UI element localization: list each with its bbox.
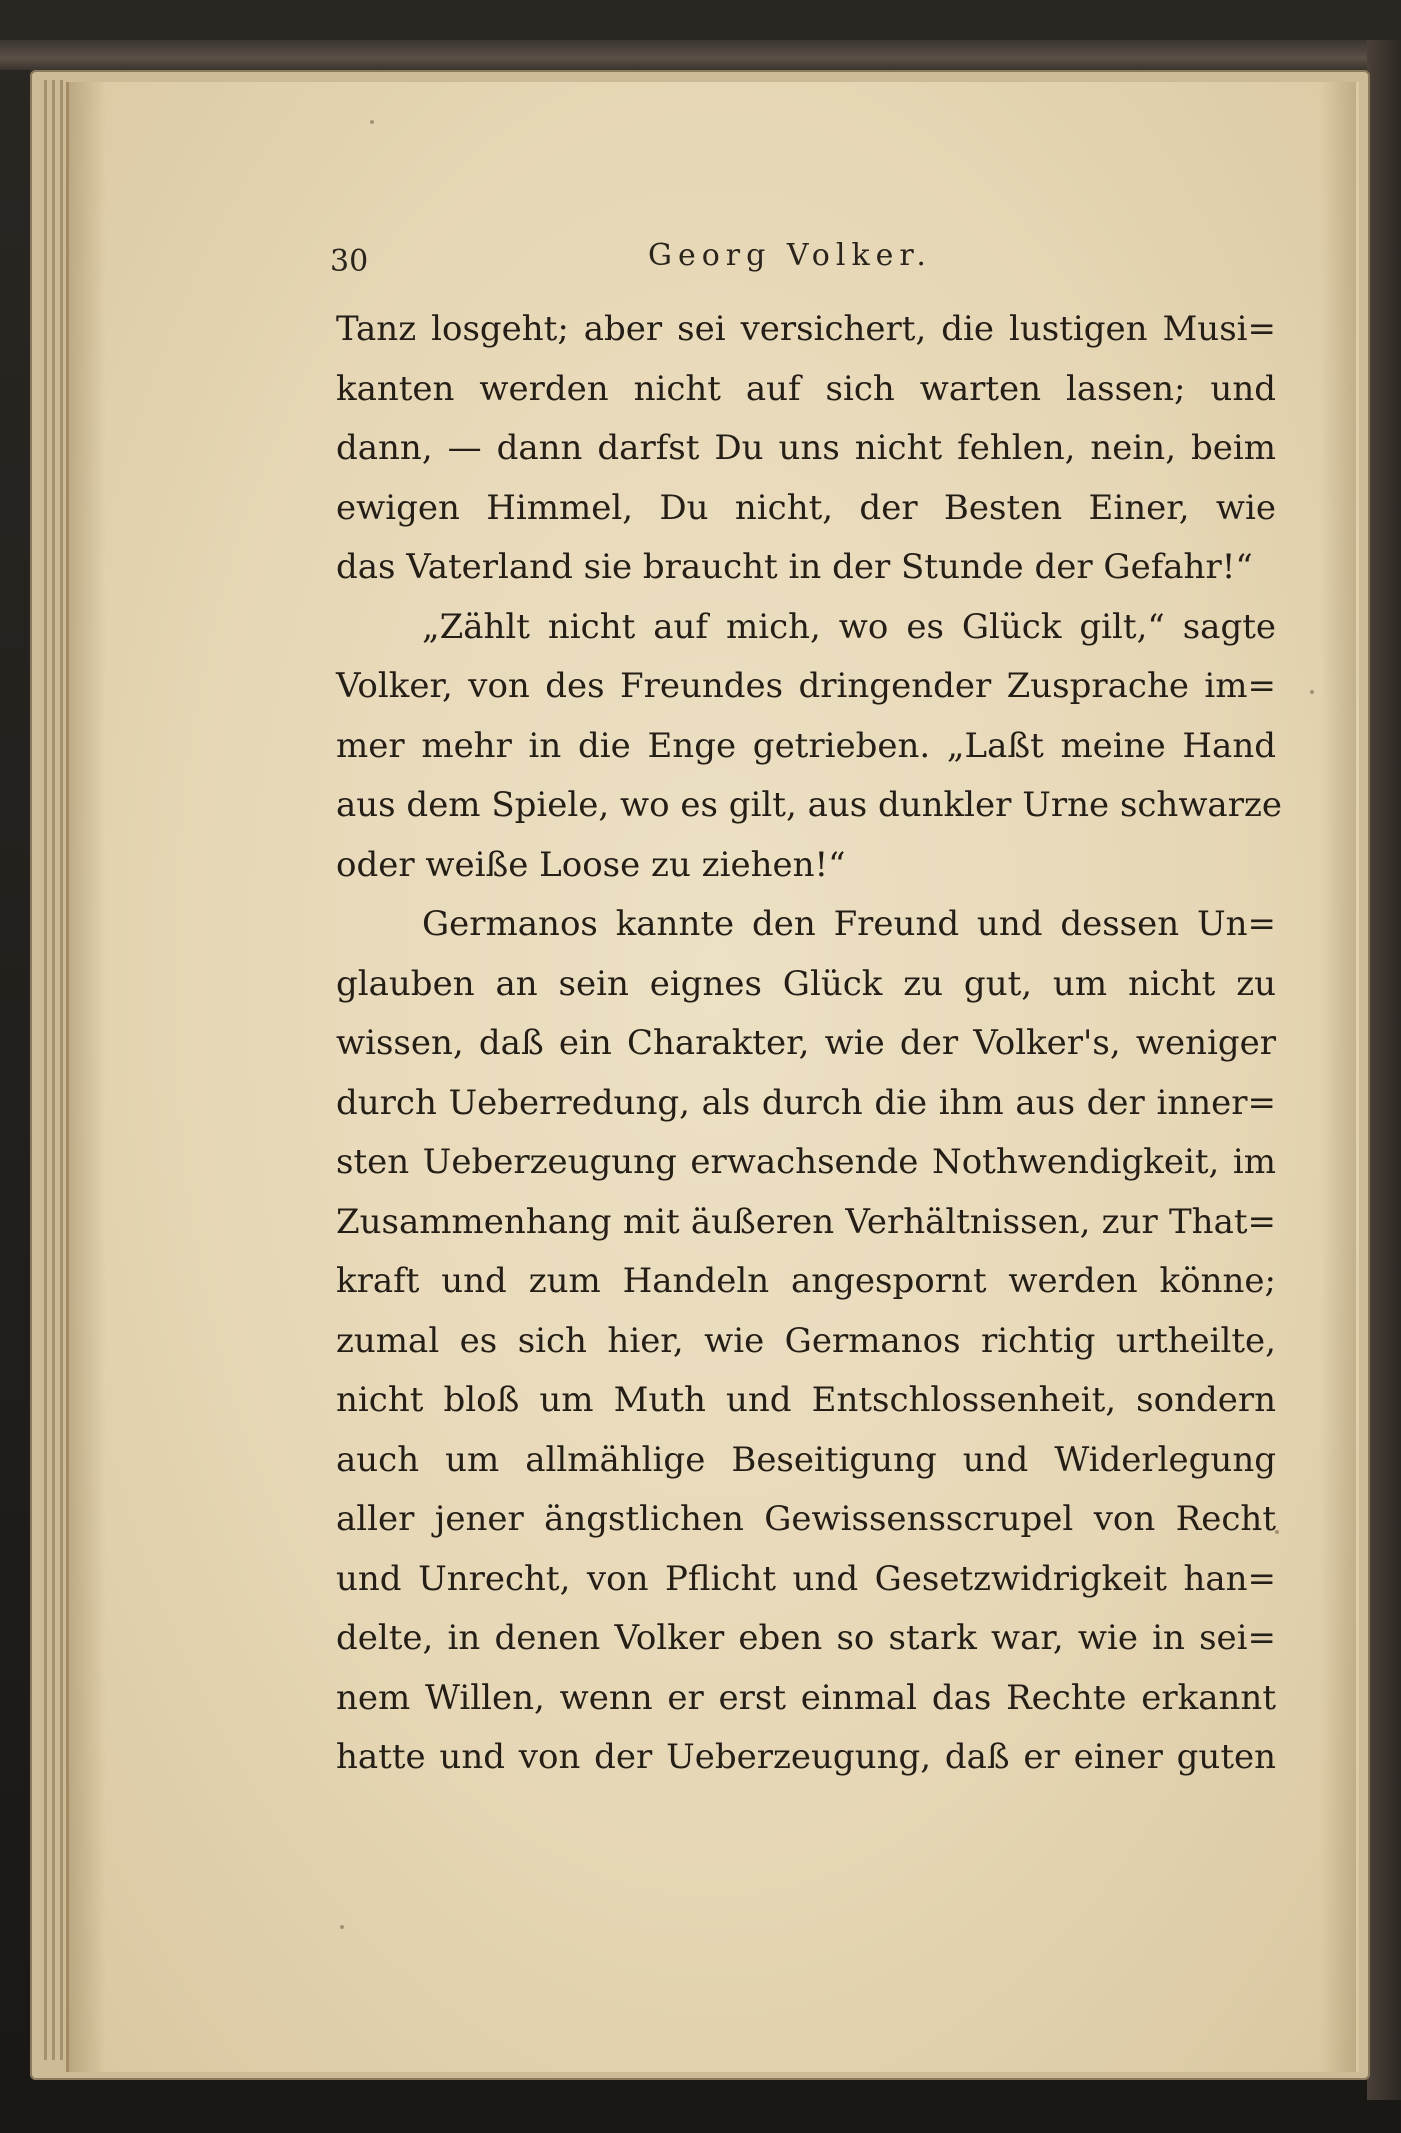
text-line: aus dem Spiele, wo es gilt, aus dunkler Urne schwarze	[336, 785, 1282, 825]
text-line: glauben an sein eignes Glück zu gut, um nicht zu	[336, 963, 1276, 1004]
text-line: delte, in denen Volker eben so stark war, wie in sei=	[336, 1618, 1276, 1658]
running-header: Georg Volker.	[648, 238, 932, 273]
page-stack-edge	[44, 80, 47, 2060]
paper-speck	[1310, 690, 1314, 694]
page-stack-edge	[60, 80, 63, 2060]
page-stack-edge	[52, 80, 55, 2060]
page-number: 30	[330, 244, 369, 279]
text-line: dann, — dann darfst Du uns nicht fehlen, nein, beim	[336, 428, 1276, 468]
text-line: hatte und von der Ueberzeugung, daß er einer guten	[336, 1737, 1276, 1777]
paper-speck	[370, 120, 374, 124]
text-line: nicht bloß um Muth und Entschlossenheit, sondern	[336, 1380, 1276, 1420]
text-line: Volker, von des Freundes dringender Zusprache im=	[336, 666, 1276, 706]
text-line: auch um allmählige Beseitigung und Widerlegung	[336, 1439, 1276, 1480]
text-line: Germanos kannte den Freund und dessen Un=	[422, 904, 1276, 944]
text-line: durch Ueberredung, als durch die ihm aus der inner=	[336, 1082, 1276, 1123]
body-text	[336, 300, 1282, 1788]
page-edge-shadow	[1320, 82, 1356, 2072]
text-line: zumal es sich hier, wie Germanos richtig urtheilte,	[336, 1320, 1276, 1361]
text-line: Tanz losgeht; aber sei versichert, die lustigen Musi=	[336, 309, 1276, 349]
text-line: nem Willen, wenn er erst einmal das Rechte erkannt	[336, 1677, 1276, 1718]
text-line: sten Ueberzeugung erwachsende Nothwendigkeit, im	[336, 1142, 1276, 1182]
text-line: oder weiße Loose zu ziehen!“	[336, 844, 846, 885]
text-line: ewigen Himmel, Du nicht, der Besten Einer, wie	[336, 487, 1276, 528]
text-line: das Vaterland sie braucht in der Stunde der Gefahr!“	[336, 547, 1253, 587]
gutter-shadow	[66, 82, 106, 2072]
text-line: aller jener ängstlichen Gewissensscrupel von Recht	[336, 1499, 1276, 1539]
text-line: kanten werden nicht auf sich warten lassen; und	[336, 368, 1276, 409]
text-line: und Unrecht, von Pflicht und Gesetzwidrigkeit han=	[336, 1558, 1276, 1599]
paper-speck	[340, 1925, 344, 1929]
book-cover-right-edge	[1367, 40, 1401, 2100]
text-line: „Zählt nicht auf mich, wo es Glück gilt,“ sagte	[422, 606, 1276, 647]
book-cover-top-edge	[0, 40, 1401, 70]
text-line: Zusammenhang mit äußeren Verhältnissen, zur That=	[336, 1201, 1276, 1242]
text-line: kraft und zum Handeln angespornt werden könne;	[336, 1261, 1276, 1301]
text-line: wissen, daß ein Charakter, wie der Volker's, weniger	[336, 1023, 1276, 1063]
text-line: mer mehr in die Enge getrieben. „Laßt meine Hand	[336, 725, 1276, 766]
